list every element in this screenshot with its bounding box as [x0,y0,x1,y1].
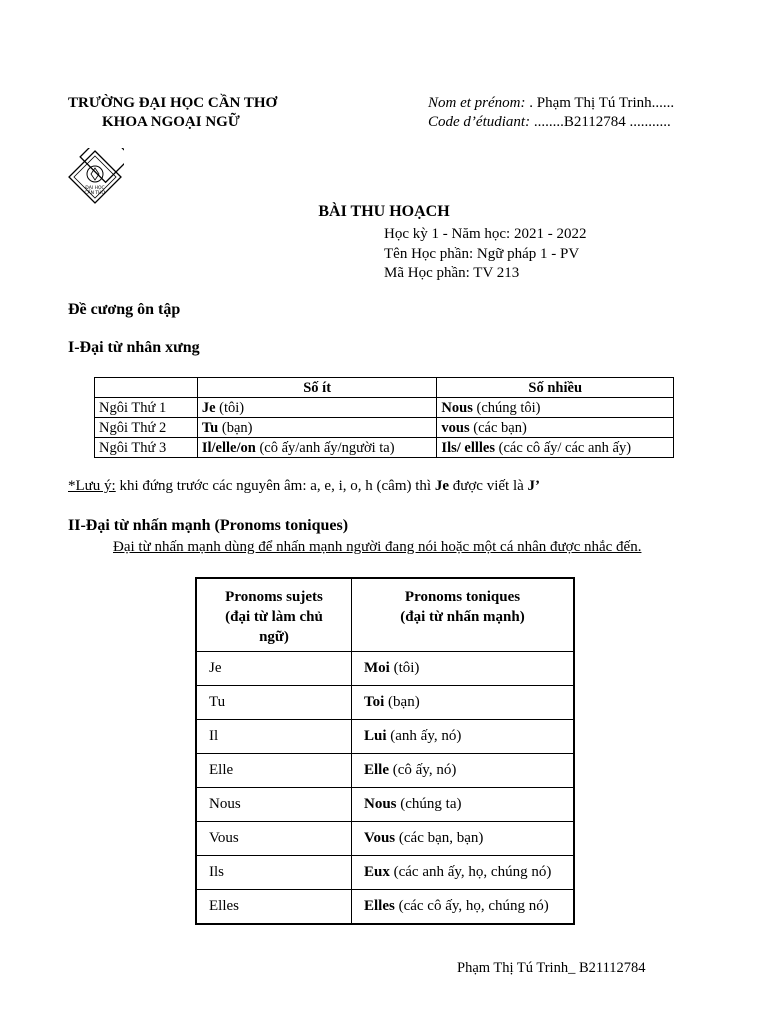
tonic-pronouns-table [195,577,575,925]
meaning: (tôi) [389,660,420,676]
subject-pronoun-cell: Elles [196,890,352,925]
table-header-row [95,378,674,398]
school-header [68,94,277,132]
meaning: (các anh ấy, họ, chúng nó) [389,864,552,880]
school-name: TRƯỜNG ĐẠI HỌC CẦN THƠ [68,95,278,111]
table-header-cell [352,578,575,652]
plural-cell [437,398,674,418]
plural-cell [437,438,674,458]
code-label: Code d’étudiant: [428,114,531,130]
meaning: (các cô ấy/ các anh ấy) [495,439,632,456]
document-title: BÀI THU HOẠCH [318,203,450,220]
header-text: (đại từ làm chủ [225,609,323,625]
tonic-word: Elles [364,898,395,914]
tonic-word: Lui [364,728,387,744]
faculty-name: KHOA NGOẠI NGỮ [102,114,240,130]
plural-cell [437,418,674,438]
pronoun: vous [441,419,470,436]
table-row [196,686,574,720]
meaning: (tôi) [215,399,245,416]
header-text: (đại từ nhấn mạnh) [400,609,525,625]
person-cell: Ngôi Thứ 2 [95,418,198,438]
table-header-cell: Số ít [197,378,437,398]
pronoun: Ils/ ellles [441,439,495,456]
header-text: Pronoms sujets [225,589,323,605]
tonic-pronoun-cell [352,822,575,856]
subject-pronoun-cell: Elle [196,754,352,788]
singular-cell [197,398,437,418]
table-row [95,438,674,458]
table-header-cell [196,578,352,652]
pronoun: Je [201,399,216,416]
tonic-pronoun-cell [352,856,575,890]
course-name-line: Tên Học phần: Ngữ pháp 1 - PV [384,245,580,262]
name-label: Nom et prénom: [428,95,526,111]
semester-line: Học kỳ 1 - Năm học: 2021 - 2022 [384,226,587,242]
note-text: khi đứng trước các nguyên âm: a, e, i, o, h (câm) thì [115,478,435,494]
note-text: được viết là [449,478,528,494]
meaning: (bạn) [384,694,420,710]
tonic-word: Toi [364,694,385,710]
name-value: . Phạm Thị Tú Trinh...... [525,95,675,111]
subject-pronoun-cell: Tu [196,686,352,720]
table-row [196,754,574,788]
course-meta [384,225,586,284]
meaning: (chúng ta) [396,796,462,812]
tonic-pronoun-cell [352,754,575,788]
note-label: *Lưu ý: [68,478,116,494]
tonic-pronoun-cell [352,720,575,754]
table-row [196,856,574,890]
table-row [196,652,574,686]
page-footer: Phạm Thị Tú Trinh_ B21112784 [457,960,646,976]
person-cell: Ngôi Thứ 3 [95,438,198,458]
section1-heading: I-Đại từ nhân xưng [68,339,200,356]
subject-pronoun-cell: Je [196,652,352,686]
table-row [95,418,674,438]
meaning: (các bạn) [469,419,527,436]
section2-description: Đại từ nhấn mạnh dùng để nhấn mạnh người đang nói hoặc một cá nhân được nhắc đến. [113,539,642,555]
table-row [196,720,574,754]
note-bold: J’ [527,478,541,494]
personal-pronouns-table [94,377,674,458]
tonic-pronoun-cell [352,652,575,686]
code-value: ........B2112784 ........... [530,114,671,130]
singular-cell [197,438,437,458]
subject-pronoun-cell: Nous [196,788,352,822]
tonic-word: Eux [364,864,390,880]
meaning: (anh ấy, nó) [386,728,462,744]
table-row [196,788,574,822]
table-header-cell: Số nhiều [437,378,674,398]
tonic-pronoun-cell [352,890,575,925]
meaning: (bạn) [218,419,253,436]
singular-cell [197,418,437,438]
subject-pronoun-cell: Vous [196,822,352,856]
table-header-row [196,578,574,652]
meaning: (chúng tôi) [472,399,541,416]
header-text: ngữ) [259,629,289,645]
tonic-word: Vous [364,830,396,846]
table-row [196,822,574,856]
course-code-line: Mã Học phần: TV 213 [384,265,520,281]
subject-pronoun-cell: Il [196,720,352,754]
person-cell: Ngôi Thứ 1 [95,398,198,418]
note-bold: Je [434,478,449,494]
pronoun: Nous [441,399,473,416]
meaning: (cô ấy, nó) [389,762,457,778]
student-name-line [428,94,674,113]
meaning: (các cô ấy, họ, chúng nó) [394,898,549,914]
seal-text-bottom: CẦN THƠ [84,191,106,196]
section2-heading: II-Đại từ nhấn mạnh (Pronoms toniques) [68,517,349,534]
outline-heading: Đề cương ôn tập [68,301,181,318]
header-text: Pronoms toniques [404,589,521,605]
pronoun: Il/elle/on [201,439,256,456]
university-seal-icon [66,148,124,206]
table-row [95,398,674,418]
tonic-pronoun-cell [352,788,575,822]
seal-text-top: ĐẠI HỌC [85,186,105,191]
student-code-line [428,113,674,132]
subject-pronoun-cell: Ils [196,856,352,890]
table-row [196,890,574,925]
tonic-word: Nous [364,796,397,812]
meaning: (các bạn, bạn) [395,830,484,846]
student-info [428,94,674,132]
meaning: (cô ấy/anh ấy/người ta) [255,439,395,456]
pronoun: Tu [201,419,219,436]
table-header-cell [95,378,198,398]
note-line [68,478,540,495]
tonic-pronoun-cell [352,686,575,720]
tonic-word: Moi [364,660,390,676]
tonic-word: Elle [364,762,389,778]
